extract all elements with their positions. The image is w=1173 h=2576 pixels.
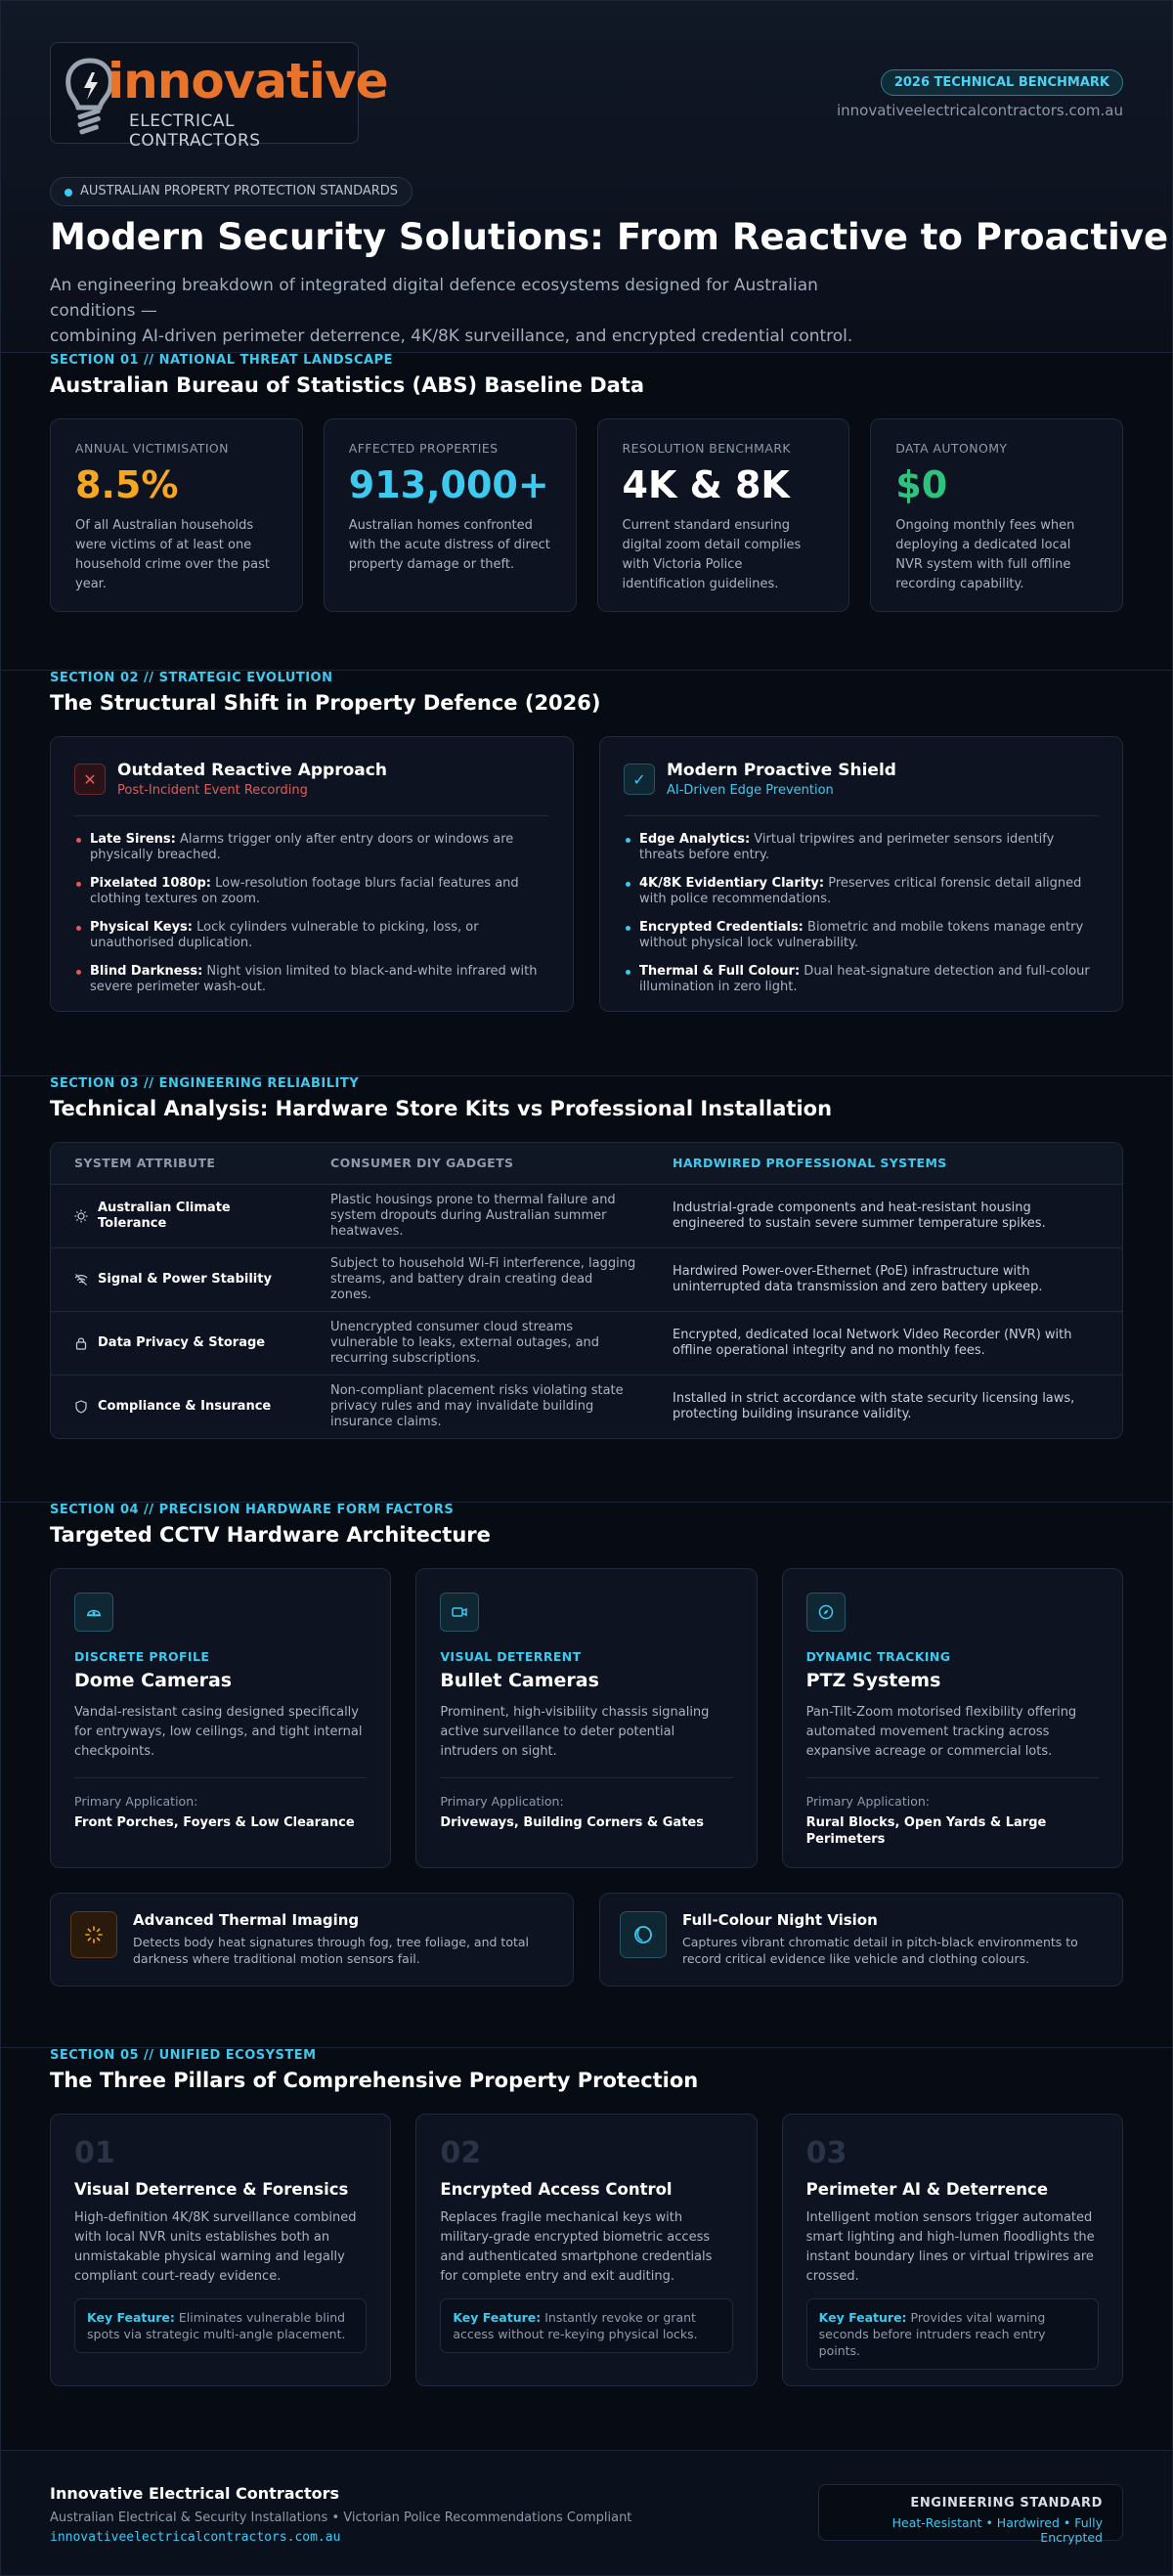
page-intro — [50, 273, 891, 349]
item-term: Pixelated 1080p: — [90, 876, 211, 891]
section-kicker: SECTION 04 // PRECISION HARDWARE FORM FACTORS — [50, 1503, 455, 1517]
card-kicker: VISUAL DETERRENT — [440, 1649, 582, 1664]
item-term: Late Sirens: — [90, 832, 176, 847]
pro-cell: Installed in strict accordance with state security licensing laws, protecting building insurance validity. — [673, 1391, 1075, 1421]
stat-label: RESOLUTION BENCHMARK — [622, 441, 792, 456]
footer-company-name: Innovative Electrical Contractors — [50, 2484, 340, 2503]
list-item — [74, 920, 549, 951]
pillar-card-perimeter-ai — [782, 2114, 1123, 2386]
stat-value: 4K & 8K — [622, 463, 790, 506]
item-term: Blind Darkness: — [90, 964, 203, 979]
footer-url-link[interactable]: innovativeelectricalcontractors.com.au — [50, 2530, 341, 2545]
night-vision-icon — [620, 1911, 667, 1958]
benchmark-block — [837, 69, 1123, 119]
list-item — [624, 920, 1099, 951]
stat-description: Current standard ensuring digital zoom detail complies with Victoria Police identification guidelines. — [622, 518, 802, 591]
card-heading — [117, 761, 387, 798]
sun-icon — [74, 1209, 88, 1223]
diy-cell: Subject to household Wi-Fi interference, lagging streams, and battery drain creating dead zones. — [330, 1256, 636, 1302]
key-feature-label: Key Feature: — [87, 2310, 175, 2325]
table-row — [51, 1311, 1122, 1375]
feature-description: Detects body heat signatures through fog, tree foliage, and total darkness where traditional motion sensors fail. — [133, 1935, 530, 1966]
primary-application — [806, 1777, 1099, 1848]
card-subtitle: Post-Incident Event Recording — [117, 783, 308, 798]
stats-row — [50, 418, 1123, 612]
standards-pill: AUSTRALIAN PROPERTY PROTECTION STANDARDS — [50, 177, 413, 206]
stat-label: DATA AUTONOMY — [895, 441, 1008, 456]
card-heading — [667, 761, 896, 798]
thermal-icon — [70, 1911, 117, 1958]
diy-cell: Non-compliant placement risks violating state privacy rules and may invalidate building insurance claims. — [330, 1383, 624, 1429]
pillar-title: Perimeter AI & Deterrence — [805, 2180, 1049, 2199]
comparison-table — [50, 1142, 1123, 1439]
stat-card-resolution — [597, 418, 850, 612]
section-strategic-evolution — [1, 671, 1172, 1076]
stat-card-affected-properties — [324, 418, 577, 612]
stat-card-victimisation — [50, 418, 303, 612]
proactive-list — [624, 832, 1099, 995]
key-feature-box — [74, 2298, 367, 2353]
card-title: PTZ Systems — [805, 1670, 941, 1691]
item-text: Alarms trigger only after entry doors or windows are physically breached. — [90, 832, 514, 862]
hero-header — [1, 1, 1172, 353]
application-label: Primary Application: — [440, 1794, 564, 1809]
primary-application — [440, 1777, 732, 1831]
stat-description: Of all Australian households were victims of at least one household crime over the past year. — [75, 518, 270, 591]
card-kicker: DYNAMIC TRACKING — [805, 1649, 951, 1664]
intro-line-1: An engineering breakdown of integrated digital defence ecosystems designed for Australian conditions — — [50, 276, 818, 321]
dome-cameras-card — [50, 1568, 391, 1868]
key-feature-label: Key Feature: — [818, 2310, 907, 2325]
key-feature-box — [806, 2298, 1099, 2370]
pro-cell: Industrial-grade components and heat-resistant housing engineered to sustain severe summer temperature spikes. — [673, 1201, 1046, 1231]
pillar-description: High-definition 4K/8K surveillance combined with local NVR units establishes both an unmistakable physical warning and legally compliant court-ready evidence. — [74, 2210, 357, 2284]
attribute-label: Australian Climate Tolerance — [98, 1201, 231, 1231]
key-feature-box — [440, 2298, 732, 2353]
section-threat-landscape — [1, 353, 1172, 671]
logo-wordmark: innovative — [108, 53, 388, 109]
section-title: The Three Pillars of Comprehensive Property Protection — [50, 2069, 699, 2092]
section-unified-ecosystem — [1, 2048, 1172, 2451]
pillar-title: Visual Deterrence & Forensics — [74, 2180, 349, 2199]
key-feature-text: Instantly revoke or grant access without re-keying physical locks. — [453, 2310, 698, 2341]
table-row — [51, 1247, 1122, 1311]
column-header: SYSTEM ATTRIBUTE — [74, 1156, 216, 1170]
pillar-card-visual-deterrence — [50, 2114, 391, 2386]
list-item — [74, 964, 549, 995]
page-title: Modern Security Solutions: From Reactive to Proactive — [50, 216, 1169, 258]
intro-line-2: combining AI-driven perimeter deterrence, 4K/8K surveillance, and encrypted credential control. — [50, 327, 853, 346]
pillar-description: Replaces fragile mechanical keys with military-grade encrypted biometric access and authenticated smartphone credentials for complete entry and exit auditing. — [440, 2210, 713, 2284]
column-header: CONSUMER DIY GADGETS — [330, 1156, 514, 1170]
ptz-camera-icon — [806, 1593, 846, 1632]
item-term: Encrypted Credentials: — [639, 920, 804, 935]
table-header-row — [51, 1143, 1122, 1184]
card-title: Bullet Cameras — [440, 1670, 599, 1691]
item-term: 4K/8K Evidentiary Clarity: — [639, 876, 825, 891]
application-label: Primary Application: — [805, 1794, 930, 1809]
bullet-cameras-card — [415, 1568, 757, 1868]
feature-title: Full-Colour Night Vision — [682, 1911, 878, 1929]
stat-label: ANNUAL VICTIMISATION — [75, 441, 229, 456]
item-text: Low-resolution footage blurs facial features and clothing textures on zoom. — [90, 876, 519, 906]
key-feature-text: Eliminates vulnerable blind spots via strategic multi-angle placement. — [87, 2310, 346, 2341]
list-item — [624, 832, 1099, 863]
page-footer — [1, 2451, 1172, 2576]
card-title: Modern Proactive Shield — [667, 761, 896, 780]
item-text: Preserves critical forensic detail aligned with police recommendations. — [639, 876, 1082, 906]
diy-cell: Unencrypted consumer cloud streams vulnerable to leaks, external outages, and recurring subscriptions. — [330, 1320, 600, 1366]
pillar-number: 02 — [440, 2136, 482, 2170]
card-header — [624, 761, 1099, 816]
item-text: Night vision limited to black-and-white infrared with severe perimeter wash-out. — [90, 964, 538, 994]
night-vision-card — [599, 1893, 1123, 1987]
card-title: Dome Cameras — [74, 1670, 233, 1691]
header-url[interactable]: innovativeelectricalcontractors.com.au — [836, 102, 1123, 119]
card-subtitle: AI-Driven Edge Prevention — [667, 783, 834, 798]
stat-label: AFFECTED PROPERTIES — [348, 441, 499, 456]
stat-value: 913,000+ — [348, 463, 549, 506]
card-header — [74, 761, 549, 816]
attribute-label: Data Privacy & Storage — [98, 1335, 266, 1350]
attribute-cell — [51, 1399, 307, 1415]
application-value: Front Porches, Foyers & Low Clearance — [74, 1815, 355, 1830]
badge-title: ENGINEERING STANDARD — [910, 2496, 1103, 2511]
pillar-card-access-control — [415, 2114, 757, 2386]
engineering-standard-badge — [818, 2484, 1123, 2545]
feature-cards-row — [50, 1893, 1123, 1987]
card-description: Prominent, high-visibility chassis signaling active surveillance to deter potential intruders on sight. — [440, 1705, 710, 1759]
feature-title: Advanced Thermal Imaging — [133, 1911, 360, 1929]
card-kicker: DISCRETE PROFILE — [74, 1649, 210, 1664]
wifi-off-icon — [74, 1273, 88, 1287]
card-description: Pan-Tilt-Zoom motorised flexibility offering automated movement tracking across expansive acreage or commercial lots. — [805, 1705, 1077, 1759]
stat-card-data-autonomy — [870, 418, 1123, 612]
stat-value: 8.5% — [75, 463, 179, 506]
pro-cell: Encrypted, dedicated local Network Video Recorder (NVR) with offline operational integrity and no monthly fees. — [673, 1328, 1072, 1358]
benchmark-badge: 2026 TECHNICAL BENCHMARK — [881, 69, 1123, 96]
application-value: Rural Blocks, Open Yards & Large Perimeters — [805, 1815, 1047, 1847]
badge-subtitle: Heat-Resistant • Hardwired • Fully Encrypted — [891, 2515, 1103, 2545]
card-title: Outdated Reactive Approach — [117, 761, 387, 780]
proactive-shield-card — [599, 736, 1123, 1012]
pillars-row — [50, 2114, 1123, 2386]
application-value: Driveways, Building Corners & Gates — [440, 1815, 704, 1830]
application-label: Primary Application: — [74, 1794, 198, 1809]
check-icon: ✓ — [624, 764, 655, 795]
item-text: Dual heat-signature detection and full-colour illumination in zero light. — [639, 964, 1090, 994]
list-item — [624, 964, 1099, 995]
diy-cell: Plastic housings prone to thermal failure and system dropouts during Australian summer heatwaves. — [330, 1193, 616, 1239]
hardware-cards-row — [50, 1568, 1123, 1868]
stat-value: $0 — [895, 463, 948, 506]
item-term: Edge Analytics: — [639, 832, 751, 847]
key-feature-text: Provides vital warning seconds before intruders reach entry points. — [818, 2310, 1046, 2358]
pillar-number: 01 — [74, 2136, 115, 2170]
attribute-cell — [51, 1272, 307, 1288]
attribute-cell — [51, 1335, 307, 1351]
attribute-label: Compliance & Insurance — [98, 1399, 272, 1414]
feature-text — [682, 1911, 1103, 1968]
pillar-description: Intelligent motion sensors trigger automated smart lighting and high-lumen floodlights the instant boundary lines or virtual tripwires are crossed. — [805, 2210, 1095, 2284]
shield-icon — [74, 1400, 88, 1414]
company-logo[interactable] — [50, 42, 388, 151]
section-kicker: SECTION 03 // ENGINEERING RELIABILITY — [50, 1076, 360, 1091]
card-description: Vandal-resistant casing designed specifically for entryways, low ceilings, and tight internal checkpoints. — [74, 1705, 363, 1759]
pillar-title: Encrypted Access Control — [440, 2180, 673, 2199]
bullet-camera-icon — [440, 1593, 479, 1632]
comparison-row — [50, 736, 1123, 1012]
reactive-approach-card — [50, 736, 574, 1012]
footer-tagline: Australian Electrical & Security Installations • Victorian Police Recommendations Compliant — [50, 2511, 632, 2525]
table-row — [51, 1375, 1122, 1438]
stat-description: Ongoing monthly fees when deploying a dedicated local NVR system with full offline recording capability. — [895, 518, 1075, 591]
lock-icon — [74, 1336, 88, 1350]
section-engineering-reliability — [1, 1076, 1172, 1503]
item-term: Thermal & Full Colour: — [639, 964, 801, 979]
reactive-list — [74, 832, 549, 995]
item-text: Lock cylinders vulnerable to picking, loss, or unauthorised duplication. — [90, 920, 479, 950]
close-icon: ✕ — [74, 764, 106, 795]
section-title: Targeted CCTV Hardware Architecture — [50, 1523, 491, 1547]
feature-description: Captures vibrant chromatic detail in pitch-black environments to record critical evidence like vehicle and clothing colours. — [682, 1935, 1078, 1966]
table-row — [51, 1184, 1122, 1247]
attribute-cell — [51, 1201, 307, 1232]
key-feature-label: Key Feature: — [453, 2310, 542, 2325]
pillar-number: 03 — [805, 2136, 847, 2170]
item-term: Physical Keys: — [90, 920, 193, 935]
section-title: Australian Bureau of Statistics (ABS) Baseline Data — [50, 373, 645, 397]
pro-cell: Hardwired Power-over-Ethernet (PoE) infrastructure with uninterrupted data transmission and zero battery upkeep. — [673, 1264, 1043, 1294]
column-header: HARDWIRED PROFESSIONAL SYSTEMS — [673, 1156, 947, 1170]
attribute-label: Signal & Power Stability — [98, 1272, 272, 1287]
list-item — [74, 876, 549, 907]
stat-description: Australian homes confronted with the acute distress of direct property damage or theft. — [348, 518, 550, 572]
list-item — [624, 876, 1099, 907]
primary-application — [74, 1777, 367, 1831]
logo-subtitle: ELECTRICAL CONTRACTORS — [129, 111, 261, 151]
feature-text — [133, 1911, 553, 1968]
section-title: The Structural Shift in Property Defence (2026) — [50, 691, 601, 715]
section-title: Technical Analysis: Hardware Store Kits vs Professional Installation — [50, 1097, 833, 1120]
thermal-imaging-card — [50, 1893, 574, 1987]
section-kicker: SECTION 02 // STRATEGIC EVOLUTION — [50, 671, 333, 685]
item-text: Biometric and mobile tokens manage entry without physical lock vulnerability. — [639, 920, 1084, 950]
ptz-systems-card — [782, 1568, 1123, 1868]
dome-camera-icon — [74, 1593, 113, 1632]
item-text: Virtual tripwires and perimeter sensors identify threats before entry. — [639, 832, 1055, 862]
section-kicker: SECTION 01 // NATIONAL THREAT LANDSCAPE — [50, 353, 393, 368]
section-kicker: SECTION 05 // UNIFIED ECOSYSTEM — [50, 2048, 317, 2063]
list-item — [74, 832, 549, 863]
section-hardware-form-factors — [1, 1503, 1172, 2048]
